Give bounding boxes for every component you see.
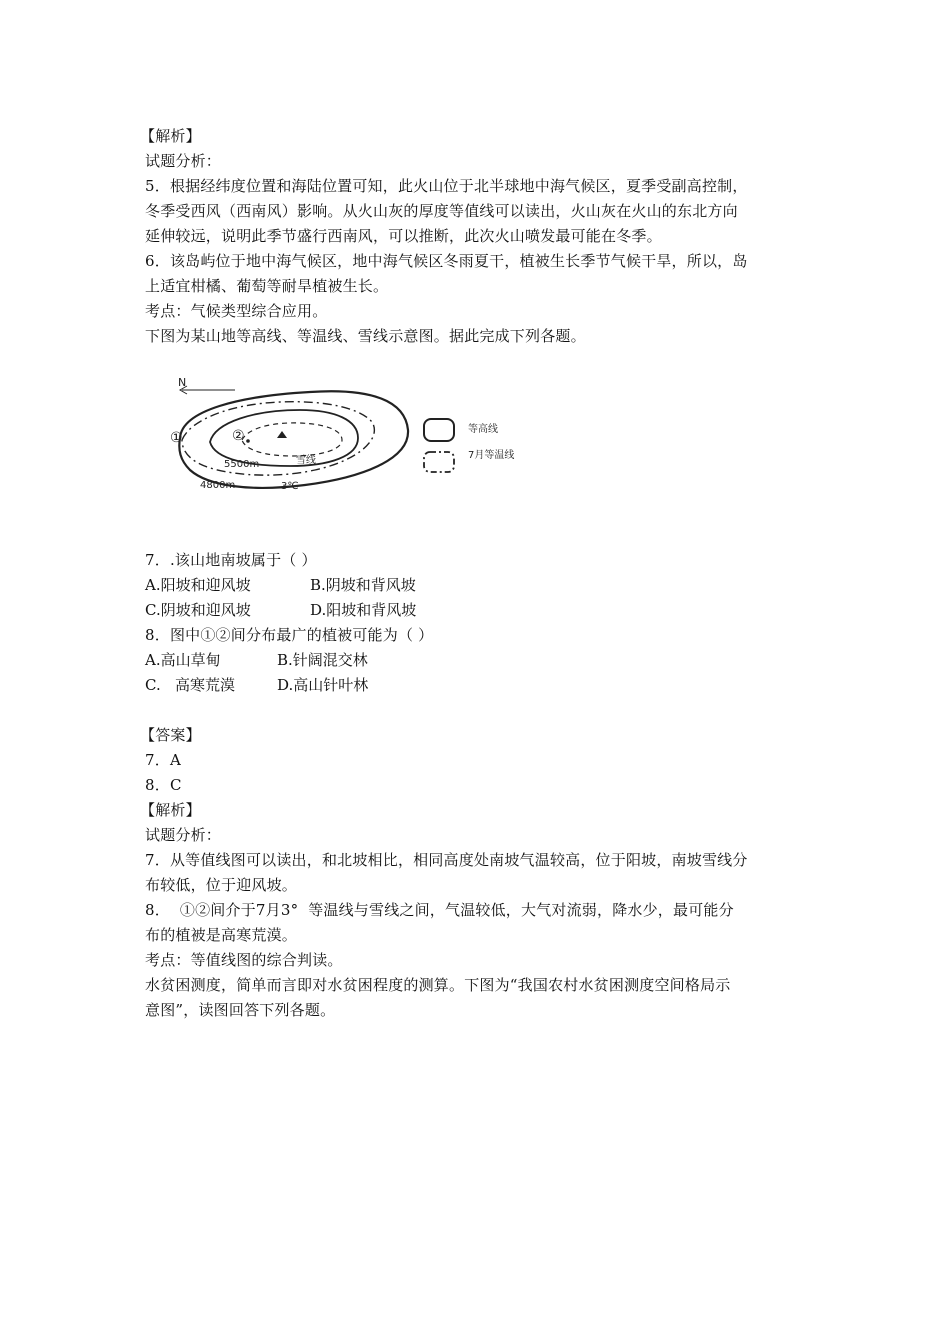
legend-isotherm-symbol <box>424 452 454 472</box>
explanation-8-line1: 8． ①②间介于7月3° 等温线与雪线之间，气温较低，大气对流弱，降水少，最可能分 <box>145 901 734 919</box>
explanation-6-line2: 上适宜柑橘、葡萄等耐旱植被生长。 <box>145 277 389 295</box>
question-7-option-b: B.阴坡和背风坡 <box>310 576 416 594</box>
question-8-option-a: A.高山草甸 <box>145 651 221 669</box>
question-8-option-c: C. 高寒荒漠 <box>145 676 236 694</box>
analysis-subheading-2: 试题分析： <box>145 826 222 844</box>
snow-line <box>242 423 342 456</box>
explanation-6-line1: 6．该岛屿位于地中海气候区，地中海气候区冬雨夏干，植被生长季节气候干旱，所以，岛 <box>145 252 748 270</box>
legend-isotherm-label: 7月等温线 <box>468 450 515 461</box>
knowledge-point-2: 考点：等值线图的综合判读。 <box>145 951 343 969</box>
question-8-stem: 8．图中①②间分布最广的植被可能为（ ） <box>145 626 434 644</box>
question-8-option-d: D.高山针叶林 <box>277 676 369 694</box>
explanation-5-line1: 5．根据经纬度位置和海陆位置可知，此火山位于北半球地中海气候区，夏季受副高控制， <box>145 177 748 195</box>
point-2-dot <box>246 439 250 443</box>
next-intro-line2: 意图”，读图回答下列各题。 <box>145 1001 336 1019</box>
marker-2: ② <box>232 428 245 444</box>
next-intro-line1: 水贫困测度，简单而言即对水贫困程度的测算。下图为“我国农村水贫困测度空间格局示 <box>145 976 731 994</box>
contour-5500-label: 5500m <box>224 459 260 470</box>
analysis-heading: 【解析】 <box>140 127 201 145</box>
figure-intro: 下图为某山地等高线、等温线、雪线示意图。据此完成下列各题。 <box>145 327 586 345</box>
contour-4800-label: 4800m <box>200 480 236 491</box>
explanation-7-line2: 布较低，位于迎风坡。 <box>145 876 298 894</box>
isotherm-label: 3℃ <box>281 481 299 492</box>
analysis-subheading: 试题分析： <box>145 152 222 170</box>
marker-1: ① <box>170 430 183 446</box>
legend-contour-label: 等高线 <box>468 424 498 435</box>
question-7-option-d: D.阳坡和背风坡 <box>310 601 417 619</box>
peak-triangle <box>277 431 287 438</box>
question-7-option-a: A.阳坡和迎风坡 <box>145 576 251 594</box>
answer-8: 8．C <box>145 776 182 794</box>
legend-contour-symbol <box>424 419 454 441</box>
knowledge-point: 考点：气候类型综合应用。 <box>145 302 328 320</box>
question-8-option-b: B.针阔混交林 <box>277 651 368 669</box>
explanation-5-line3: 延伸较远，说明此季节盛行西南风，可以推断，此次火山喷发最可能在冬季。 <box>145 227 662 245</box>
question-7-option-c: C.阴坡和迎风坡 <box>145 601 251 619</box>
question-7-stem: 7．.该山地南坡属于（ ） <box>145 551 317 569</box>
explanation-8-line2: 布的植被是高寒荒漠。 <box>145 926 298 944</box>
contour-isotherm-snowline-figure <box>160 370 560 500</box>
analysis-heading-2: 【解析】 <box>140 801 201 819</box>
explanation-5-line2: 冬季受西风（西南风）影响。从火山灰的厚度等值线可以读出，火山灰在火山的东北方向 <box>145 202 738 220</box>
answer-heading: 【答案】 <box>140 726 201 744</box>
snowline-label: 雪线 <box>296 455 316 466</box>
explanation-7-line1: 7．从等值线图可以读出，和北坡相比，相同高度处南坡气温较高，位于阳坡，南坡雪线分 <box>145 851 748 869</box>
answer-7: 7．A <box>145 751 181 769</box>
north-label: N <box>178 376 187 389</box>
